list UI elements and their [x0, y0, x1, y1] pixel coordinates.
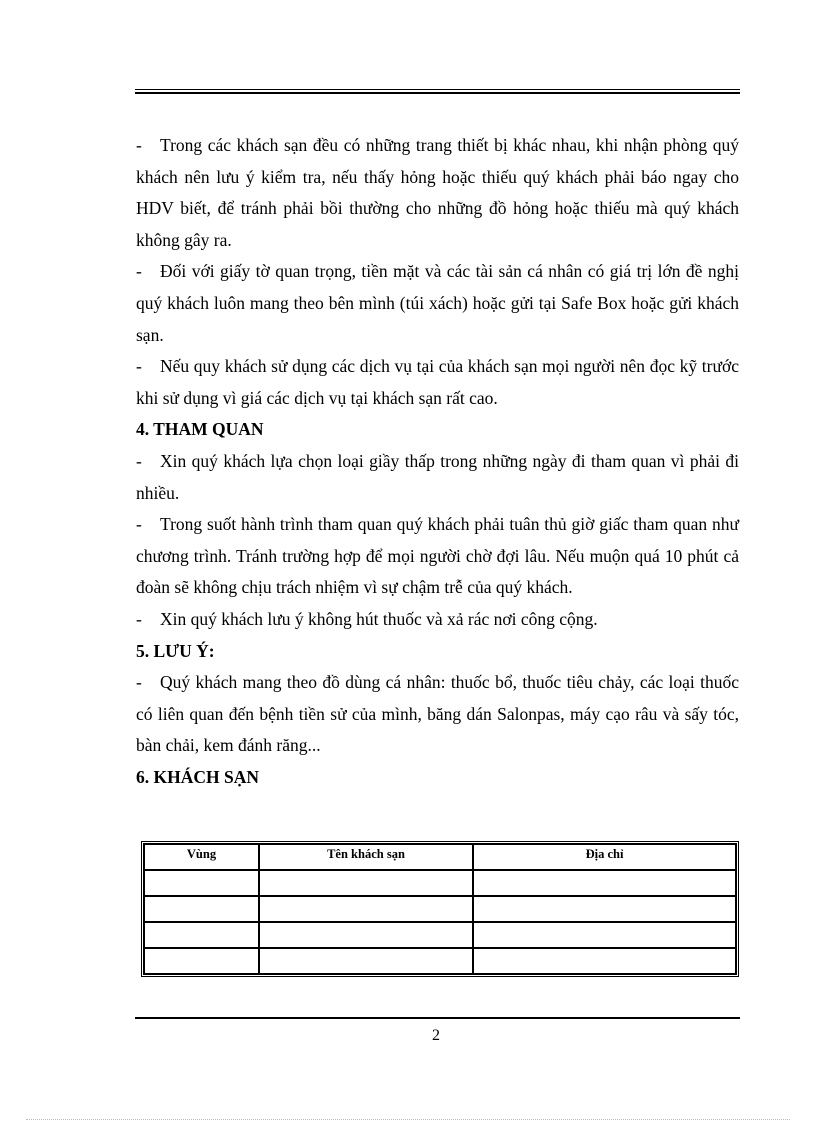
hotel-paragraph: - Đối với giấy tờ quan trọng, tiền mặt và các tài sản cá nhân có giá trị lớn đề nghị quý khách luôn mang theo bên mình (túi xách) hoặc gửi tại Safe Box hoặc gửi khách sạn. [136, 256, 739, 351]
table-cell [473, 896, 736, 922]
page-number: 2 [432, 1027, 440, 1044]
bullet-dash: - [136, 356, 142, 377]
column-header-address: Địa chỉ [473, 844, 736, 870]
sightseeing-paragraph: - Xin quý khách lựa chọn loại giầy thấp trong những ngày đi tham quan vì phải đi nhiều. [136, 446, 739, 509]
sightseeing-paragraph: - Xin quý khách lưu ý không hút thuốc và xả rác nơi công cộng. [136, 604, 739, 636]
page-bottom-edge [26, 1119, 790, 1120]
bullet-dash: - [136, 672, 142, 693]
table-cell [144, 922, 259, 948]
table-cell [259, 922, 473, 948]
hotel-paragraph: - Nếu quy khách sử dụng các dịch vụ tại của khách sạn mọi người nên đọc kỹ trước khi sử dụng vì giá các dịch vụ tại khách sạn rất cao. [136, 351, 739, 414]
table-cell [144, 948, 259, 974]
bullet-dash: - [136, 450, 142, 471]
sightseeing-heading: 4. THAM QUAN [136, 419, 264, 440]
table-cell [144, 870, 259, 896]
bullet-dash: - [136, 514, 142, 535]
column-header-region: Vùng [144, 844, 259, 870]
document-body [136, 130, 739, 793]
table-cell [473, 948, 736, 974]
table-cell [473, 870, 736, 896]
table-row [144, 870, 736, 896]
footer-rule [135, 1017, 740, 1019]
notes-paragraph: - Quý khách mang theo đồ dùng cá nhân: thuốc bổ, thuốc tiêu chảy, các loại thuốc có liên quan đến bệnh tiền sử của mình, băng dán Salonpas, máy cạo râu và sấy tóc, bàn chải, kem đánh răng... [136, 667, 739, 762]
hotels-heading: 6. KHÁCH SẠN [136, 766, 259, 787]
table-row [144, 896, 736, 922]
table-cell [259, 896, 473, 922]
table-cell [259, 870, 473, 896]
table-row [144, 948, 736, 974]
bullet-dash: - [136, 135, 142, 155]
bullet-dash: - [136, 261, 142, 282]
table-cell [259, 948, 473, 974]
hotel-paragraph: - Trong các khách sạn đều có những trang thiết bị khác nhau, khi nhận phòng quý khách nên lưu ý kiểm tra, nếu thấy hỏng hoặc thiếu quý khách phải báo ngay cho HDV biết, để tránh phải bồi thường cho những đồ hỏng hoặc thiếu mà quý khách không gây ra. [136, 130, 739, 256]
table-header-row [144, 844, 736, 870]
table-cell [473, 922, 736, 948]
column-header-hotel-name: Tên khách sạn [259, 844, 473, 870]
hotel-table [141, 841, 739, 977]
bullet-dash: - [136, 608, 142, 629]
notes-heading: 5. LƯU Ý: [136, 640, 215, 661]
sightseeing-paragraph: - Trong suốt hành trình tham quan quý khách phải tuân thủ giờ giấc tham quan như chương trình. Tránh trường hợp để mọi người chờ đợi lâu. Nếu muộn quá 10 phút cả đoàn sẽ không chịu trách nhiệm vì sự chậm trễ của quý khách. [136, 509, 739, 604]
table-row [144, 922, 736, 948]
header-rule [135, 89, 740, 94]
table-cell [144, 896, 259, 922]
